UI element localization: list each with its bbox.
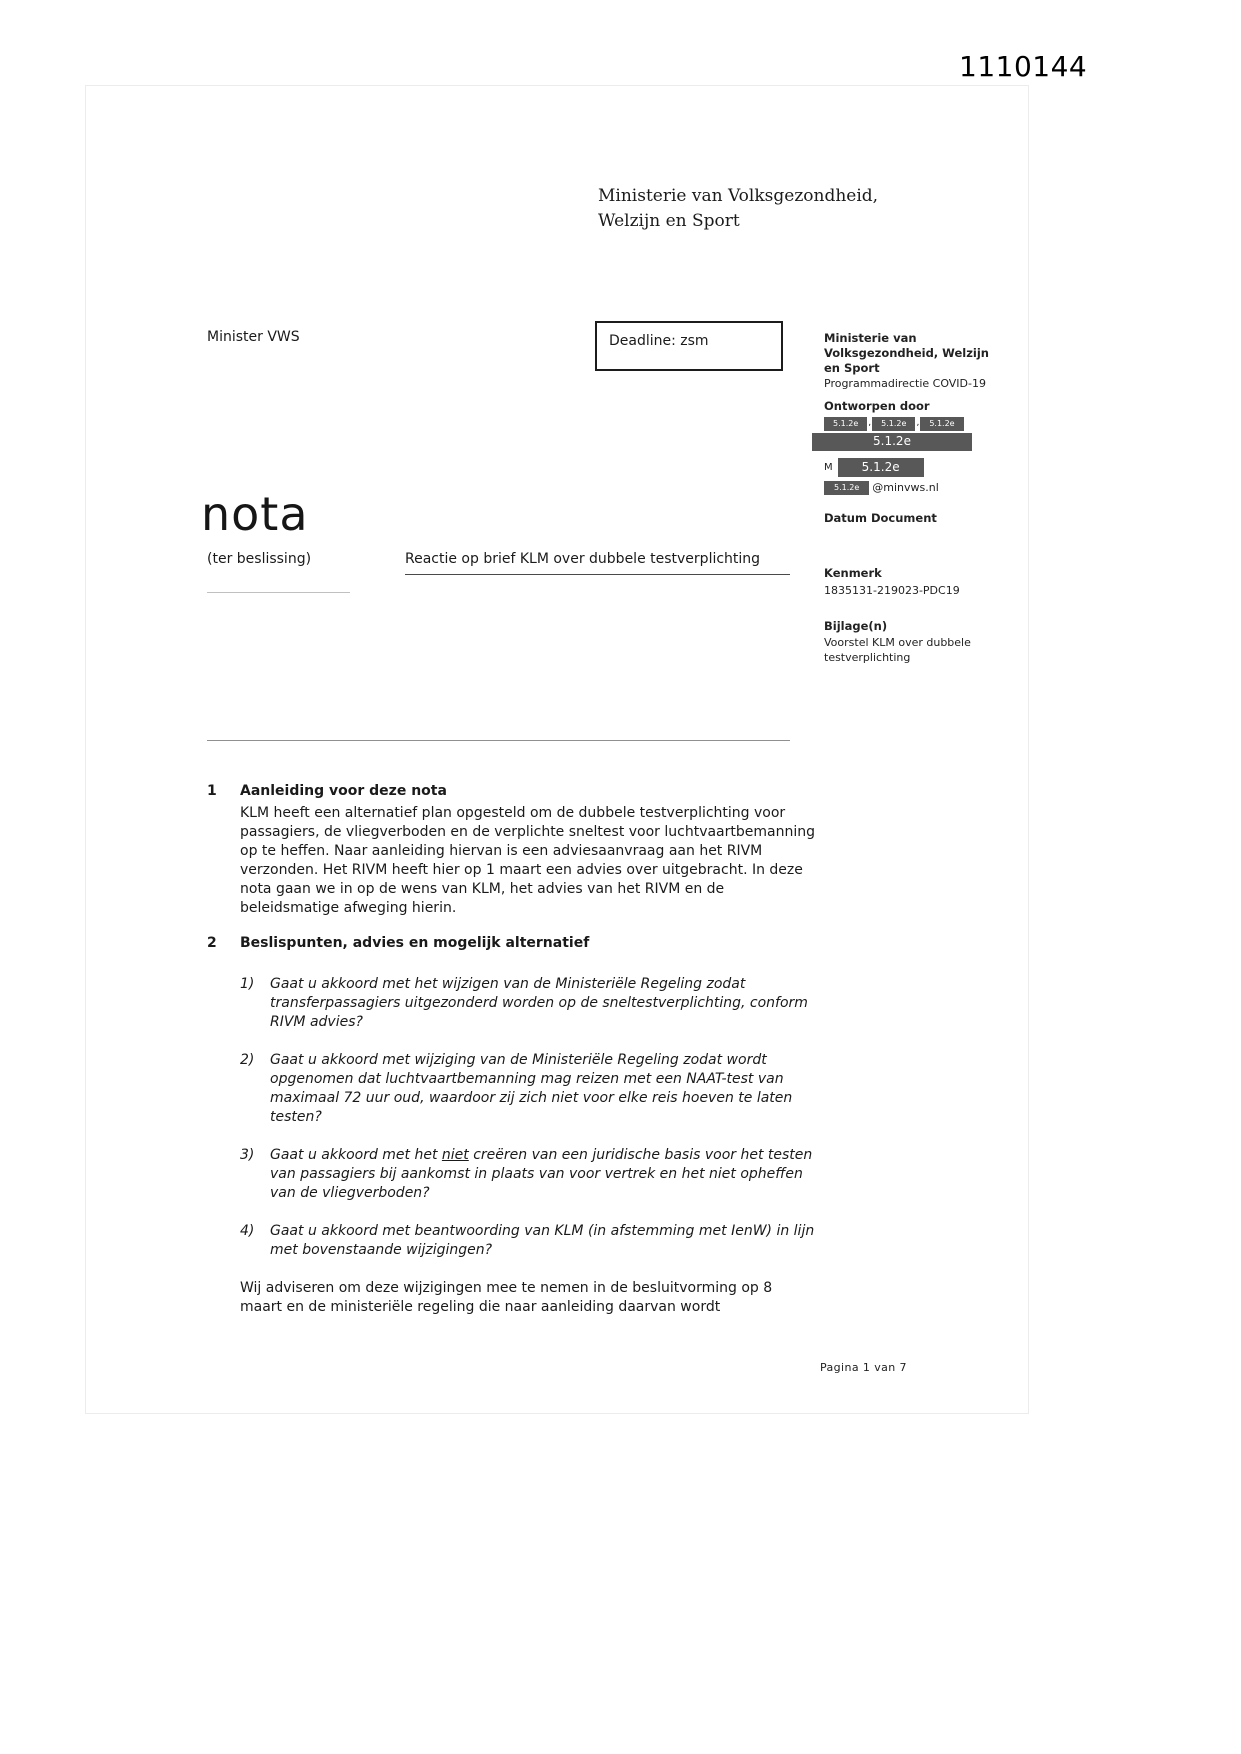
doc-type-heading: nota [201, 487, 309, 541]
advice-paragraph: Wij adviseren om deze wijzigingen mee te nemen in de besluitvorming op 8 maart en de ministeriële regeling die naar aanleiding daarvan wordt [240, 1280, 773, 1316]
item-text-post: creëren van een juridische basis voor het testen van passagiers bij aankomst in plaats van voor vertrek en het niet opheffen van de vliegverboden? [270, 1147, 813, 1202]
sidebar-directorate: Programmadirectie COVID-19 [824, 376, 986, 390]
bijlage-label: Bijlage(n) [824, 618, 888, 633]
redaction-block: 5.1.2e [920, 417, 963, 431]
beslispunt-item-4 [240, 1222, 818, 1260]
doc-id: 1110144 [959, 50, 1088, 83]
ontworpen-door-label: Ontworpen door [824, 399, 930, 414]
item-number: 2) [240, 1052, 255, 1069]
ministry-logo-line1: Ministerie van Volksgezondheid, [598, 186, 879, 206]
item-text [270, 1146, 818, 1203]
kenmerk-label: Kenmerk [824, 566, 882, 581]
ministry-logo-line2: Welzijn en Sport [598, 210, 740, 231]
addressee: Minister VWS [207, 329, 300, 345]
redaction-block: 5.1.2e [824, 417, 867, 431]
meta-sidebar [824, 331, 996, 666]
email-domain: @minvws.nl [872, 481, 939, 495]
subtitle-rule [207, 592, 350, 593]
redaction-block-phone: 5.1.2e [838, 458, 924, 477]
redaction-block-email: 5.1.2e [824, 481, 869, 495]
redaction-block: 5.1.2e [872, 417, 915, 431]
separator: , [868, 418, 872, 429]
section-divider [207, 740, 790, 741]
beslispunt-item-1 [240, 975, 818, 1032]
section-2-number: 2 [207, 935, 217, 951]
phone-row [824, 458, 996, 477]
item-text-underlined: niet [441, 1147, 469, 1164]
item-text-pre: Gaat u akkoord met beantwoording van KLM (in afstemming met IenW) in lijn met bovenstaande wijzigingen? [270, 1223, 815, 1259]
separator: , [916, 418, 920, 429]
item-text-pre: Gaat u akkoord met wijziging van de Ministeriële Regeling zodat wordt opgenomen dat luchtvaartbemanning mag reizen met een NAAT-test van maximaal 72 uur oud, waardoor zij zich niet voor elke reis hoeven te laten testen? [270, 1052, 793, 1126]
bijlage-value: Voorstel KLM over dubbele testverplichting [824, 636, 971, 665]
doc-title: Reactie op brief KLM over dubbele testverplichting [405, 551, 790, 575]
beslispunten-list [240, 975, 818, 1317]
redaction-block-wide: 5.1.2e [812, 433, 972, 451]
item-number: 4) [240, 1223, 255, 1240]
doc-subtitle: (ter beslissing) [207, 551, 312, 567]
item-text-pre: Gaat u akkoord met het wijzigen van de Ministeriële Regeling zodat transferpassagiers uitgezonderd worden op de sneltestverplichting, conform RIVM advies? [270, 976, 808, 1031]
redaction-row-names [824, 417, 996, 431]
page-footer: Pagina 1 van 7 [820, 1361, 907, 1374]
item-text [270, 1222, 818, 1260]
deadline-text: Deadline: zsm [609, 333, 709, 349]
item-number: 3) [240, 1147, 255, 1164]
item-text-pre: Gaat u akkoord met het [270, 1147, 442, 1164]
kenmerk-value: 1835131-219023-PDC19 [824, 584, 960, 598]
phone-prefix: M [824, 462, 833, 474]
email-row [824, 481, 996, 495]
item-text [270, 975, 818, 1032]
deadline-box [595, 321, 783, 371]
beslispunt-item-3 [240, 1146, 818, 1203]
item-number: 1) [240, 976, 255, 992]
section-1-number: 1 [207, 783, 217, 799]
item-text [270, 1051, 818, 1127]
beslispunt-item-2 [240, 1051, 818, 1127]
section-2-heading: Beslispunten, advies en mogelijk alternatief [240, 935, 590, 951]
ministry-logo [598, 184, 878, 233]
sidebar-ministry: Ministerie van Volksgezondheid, Welzijn en Sport [824, 331, 989, 375]
datum-document-label: Datum Document [824, 511, 937, 526]
section-1-body: KLM heeft een alternatief plan opgesteld om de dubbele testverplichting voor passagiers, de vliegverboden en de verplichte sneltest voor luchtvaartbemanning op te heffen. Naar aanleiding hiervan is een adviesaanvraag aan het RIVM verzonden. Het RIVM heeft hier op 1 maart een advies over uitgebracht. In deze nota gaan we in op de wens van KLM, het advies van het RIVM en de beleidsmatige afweging hierin. [240, 805, 815, 917]
section-1-heading: Aanleiding voor deze nota [240, 783, 447, 799]
